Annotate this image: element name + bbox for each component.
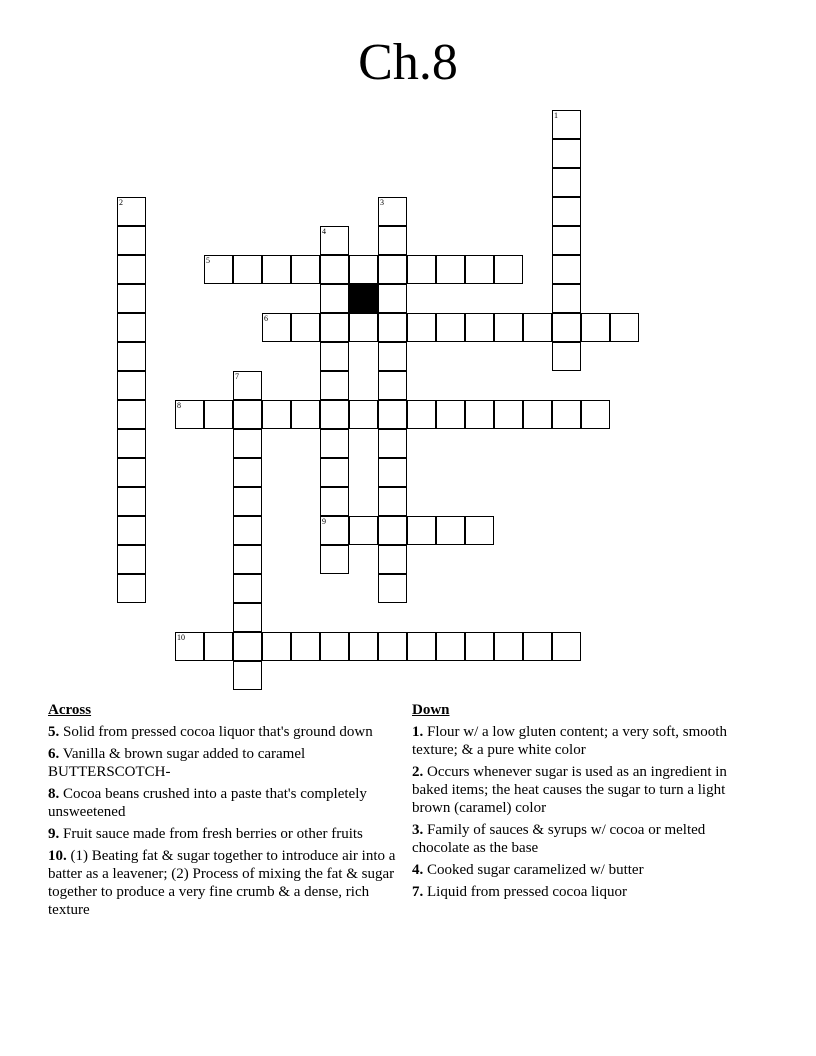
clue-number-label: 2 [119,198,123,207]
clue-number-label: 10 [177,633,185,642]
grid-cell[interactable] [320,487,349,516]
clue-number: 10. [48,848,67,864]
grid-cell[interactable] [320,632,349,661]
down-clue [412,883,762,901]
grid-cell[interactable] [436,255,465,284]
grid-cell[interactable] [349,632,378,661]
grid-cell[interactable] [378,255,407,284]
grid-cell[interactable] [407,313,436,342]
clue-text: Cooked sugar caramelized w/ butter [427,862,644,878]
grid-cell[interactable] [552,226,581,255]
grid-cell[interactable] [494,255,523,284]
grid-cell[interactable] [117,545,146,574]
grid-cell[interactable] [465,400,494,429]
across-clues [48,701,408,923]
grid-cell[interactable] [291,400,320,429]
grid-cell[interactable] [233,516,262,545]
grid-cell[interactable] [117,429,146,458]
clue-number: 5. [48,724,60,740]
clue-number: 1. [412,724,424,740]
grid-cell[interactable] [320,458,349,487]
clue-number: 7. [412,884,424,900]
grid-cell[interactable] [552,168,581,197]
grid-cell[interactable] [378,313,407,342]
clue-number: 4. [412,862,424,878]
across-heading: Across [48,702,92,718]
grid-cell[interactable] [378,284,407,313]
down-clue [412,861,762,879]
grid-cell[interactable] [262,400,291,429]
grid-cell[interactable] [117,371,146,400]
grid-cell[interactable] [523,632,552,661]
across-clue [48,847,408,919]
grid-cell[interactable] [320,255,349,284]
down-clue [412,763,762,817]
clue-number: 3. [412,822,424,838]
grid-cell[interactable] [494,400,523,429]
grid-cell[interactable] [552,197,581,226]
clue-text: Cocoa beans crushed into a paste that's completely unsweetened [48,786,367,820]
grid-cell[interactable] [552,632,581,661]
grid-cell[interactable] [465,255,494,284]
grid-cell[interactable] [349,516,378,545]
clue-text: Solid from pressed cocoa liquor that's ground down [63,724,373,740]
grid-cell[interactable] [320,400,349,429]
grid-cell[interactable] [523,313,552,342]
grid-cell[interactable] [436,516,465,545]
grid-cell[interactable] [117,342,146,371]
grid-cell[interactable] [378,429,407,458]
grid-cell[interactable] [378,400,407,429]
grid-cell[interactable] [494,313,523,342]
clue-number-label: 6 [264,314,268,323]
grid-cell[interactable] [204,632,233,661]
grid-cell[interactable] [349,400,378,429]
grid-cell[interactable] [117,400,146,429]
grid-cell[interactable] [378,226,407,255]
clue-text: Flour w/ a low gluten content; a very soft, smooth texture; & a pure white color [412,724,727,758]
clue-number-label: 1 [554,111,558,120]
grid-cell[interactable] [465,516,494,545]
grid-cell[interactable] [233,400,262,429]
grid-cell[interactable] [552,284,581,313]
grid-cell[interactable] [117,313,146,342]
grid-cell[interactable] [349,255,378,284]
grid-cell[interactable] [320,545,349,574]
grid-cell[interactable] [117,574,146,603]
grid-cell[interactable] [117,255,146,284]
grid-cell[interactable] [552,110,581,139]
clue-number-label: 7 [235,372,239,381]
grid-cell[interactable] [378,574,407,603]
across-clue [48,825,408,843]
grid-cell[interactable] [262,632,291,661]
clue-number-label: 9 [322,517,326,526]
grid-cell[interactable] [233,632,262,661]
clue-number: 2. [412,764,424,780]
grid-cell[interactable] [349,313,378,342]
grid-cell[interactable] [175,400,204,429]
grid-cell[interactable] [320,371,349,400]
grid-cell[interactable] [262,313,291,342]
grid-cell[interactable] [436,400,465,429]
grid-cell[interactable] [552,342,581,371]
grid-cell[interactable] [552,139,581,168]
grid-cell[interactable] [291,255,320,284]
grid-cell[interactable] [378,487,407,516]
down-clues [412,701,762,905]
clue-number: 8. [48,786,60,802]
grid-cell[interactable] [117,487,146,516]
clue-number: 9. [48,826,60,842]
down-heading: Down [412,702,450,718]
across-clue [48,723,408,741]
grid-cell[interactable] [407,400,436,429]
blocked-cell [349,284,378,313]
grid-cell[interactable] [117,226,146,255]
grid-cell[interactable] [407,632,436,661]
grid-cell[interactable] [436,632,465,661]
down-clue [412,723,762,759]
grid-cell[interactable] [378,632,407,661]
grid-cell[interactable] [262,255,291,284]
clue-number-label: 5 [206,256,210,265]
clue-text: Family of sauces & syrups w/ cocoa or melted chocolate as the base [412,822,706,856]
grid-cell[interactable] [552,400,581,429]
clue-text: Occurs whenever sugar is used as an ingredient in baked items; the heat causes the sugar to turn a light brown (caramel) color [412,764,727,816]
grid-cell[interactable] [291,313,320,342]
grid-cell[interactable] [378,371,407,400]
clue-text: (1) Beating fat & sugar together to introduce air into a batter as a leavener; (2) Process of mixing the fat & sugar together to produce a very fine crumb & a dense, rich texture [48,848,396,918]
grid-cell[interactable] [320,342,349,371]
clue-number-label: 3 [380,198,384,207]
grid-cell[interactable] [233,603,262,632]
across-clue [48,785,408,821]
grid-cell[interactable] [175,632,204,661]
grid-cell[interactable] [407,516,436,545]
page-title: Ch.8 [358,34,458,91]
grid-cell[interactable] [320,313,349,342]
grid-cell[interactable] [581,313,610,342]
grid-cell[interactable] [320,284,349,313]
clue-number: 6. [48,746,60,762]
grid-cell[interactable] [465,632,494,661]
grid-cell[interactable] [233,545,262,574]
grid-cell[interactable] [204,255,233,284]
grid-cell[interactable] [233,429,262,458]
grid-cell[interactable] [378,545,407,574]
clue-number-label: 4 [322,227,326,236]
grid-cell[interactable] [378,197,407,226]
clue-number-label: 8 [177,401,181,410]
grid-cell[interactable] [523,400,552,429]
grid-cell[interactable] [610,313,639,342]
across-clue [48,745,408,781]
grid-cell[interactable] [407,255,436,284]
grid-cell[interactable] [378,516,407,545]
grid-cell[interactable] [465,313,494,342]
grid-cell[interactable] [378,458,407,487]
grid-cell[interactable] [320,226,349,255]
grid-cell[interactable] [233,371,262,400]
grid-cell[interactable] [320,516,349,545]
grid-cell[interactable] [581,400,610,429]
grid-cell[interactable] [552,313,581,342]
grid-cell[interactable] [117,458,146,487]
grid-cell[interactable] [117,516,146,545]
grid-cell[interactable] [117,284,146,313]
grid-cell[interactable] [494,632,523,661]
grid-cell[interactable] [204,400,233,429]
down-clue [412,821,762,857]
grid-cell[interactable] [436,313,465,342]
grid-cell[interactable] [320,429,349,458]
grid-cell[interactable] [233,255,262,284]
clue-text: Fruit sauce made from fresh berries or other fruits [63,826,363,842]
grid-cell[interactable] [233,487,262,516]
grid-cell[interactable] [233,574,262,603]
grid-cell[interactable] [291,632,320,661]
grid-cell[interactable] [378,342,407,371]
grid-cell[interactable] [552,255,581,284]
grid-cell[interactable] [233,458,262,487]
grid-cell[interactable] [233,661,262,690]
clue-text: Vanilla & brown sugar added to caramel BUTTERSCOTCH- [48,746,306,780]
clue-text: Liquid from pressed cocoa liquor [427,884,627,900]
grid-cell[interactable] [117,197,146,226]
